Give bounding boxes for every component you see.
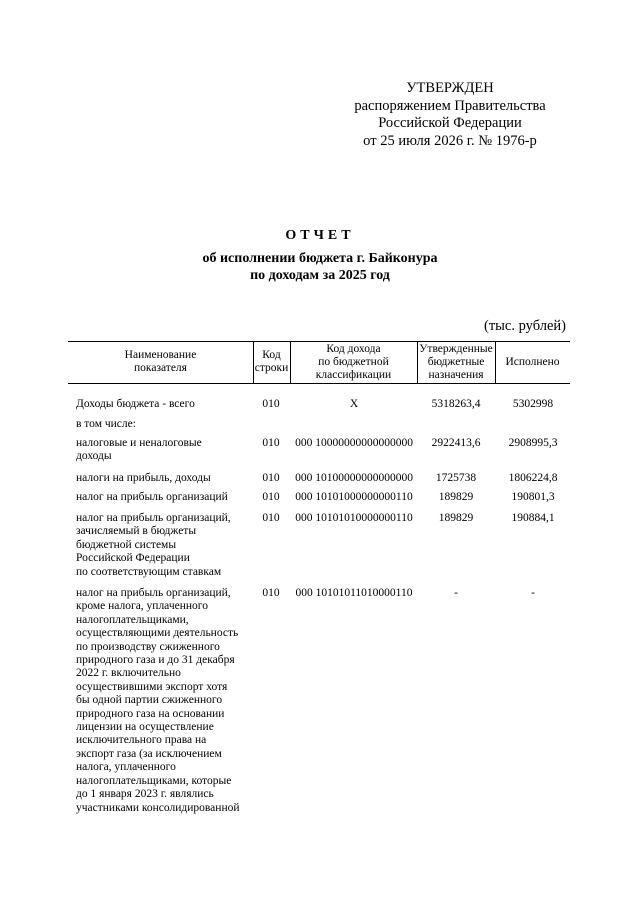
approval-line-1: распоряжением Правительства — [354, 97, 546, 114]
row-classification: 000 10101010000000110 — [295, 512, 413, 524]
row-name-line: осуществляющими деятельность — [76, 627, 239, 640]
approval-block — [345, 80, 555, 150]
row-executed: 1806224,8 — [508, 472, 558, 484]
header-classification — [290, 341, 417, 383]
row-name-line: до 1 января 2023 г. являлись — [76, 788, 214, 801]
row-executed: - — [531, 587, 535, 599]
row-executed: 2908995,3 — [508, 437, 558, 449]
header-approved-line: Утвержденные — [419, 342, 493, 355]
row-name-line: по производству сжиженного — [76, 640, 220, 653]
approval-word: УТВЕРЖДЕН — [406, 80, 494, 96]
row-name-line: налоги на прибыль, доходы — [76, 472, 211, 484]
row-executed: 190884,1 — [511, 512, 555, 524]
row-approved: - — [454, 587, 458, 599]
row-code: 010 — [262, 587, 280, 599]
header-code-line: Код — [262, 349, 281, 361]
report-title: ОТЧЕТ — [285, 228, 355, 243]
row-name — [76, 472, 251, 485]
row-code: 010 — [262, 512, 280, 524]
row-name-line: бы одной партии сжиженного — [76, 694, 223, 707]
row-name-line: налог на прибыль организаций, — [76, 512, 231, 524]
row-name-line: осуществившими экспорт хотя — [76, 680, 228, 693]
row-name-line: бюджетной системы — [76, 538, 177, 551]
row-approved: 1725738 — [435, 472, 477, 484]
row-name-line: налога, уплаченного — [76, 761, 176, 774]
header-classification-line: Код дохода — [326, 342, 381, 355]
row-name — [76, 512, 251, 579]
header-approved — [417, 341, 495, 383]
row-name-line: в том числе: — [76, 418, 136, 430]
header-executed — [495, 341, 570, 383]
row-name-line: налоговые и неналоговые — [76, 437, 202, 449]
row-name-line: налог на прибыль организаций, — [76, 587, 231, 599]
header-classification-line: классификации — [315, 368, 392, 381]
row-name — [76, 587, 251, 815]
header-approved-line: бюджетные — [427, 355, 485, 368]
header-name-line: показателя — [134, 362, 187, 374]
report-subtitle-line-1: об исполнении бюджета г. Байконура — [202, 251, 438, 266]
row-code: 010 — [262, 491, 280, 503]
row-name-line: кроме налога, уплаченного — [76, 600, 208, 613]
header-name — [68, 341, 253, 383]
row-classification: Х — [349, 398, 359, 410]
header-code — [253, 341, 290, 383]
header-classification-line: по бюджетной — [318, 355, 389, 368]
row-executed: 190801,3 — [511, 491, 555, 503]
header-approved-line: назначения — [428, 368, 484, 381]
row-name — [76, 398, 251, 411]
row-approved: 2922413,6 — [431, 437, 481, 449]
table-header-bottom-border — [68, 383, 570, 384]
row-name-line: природного газа и до 31 декабря — [76, 654, 235, 667]
row-name-line: налогоплательщиками, — [76, 613, 189, 626]
row-executed: 5302998 — [512, 398, 554, 410]
row-approved: 5318263,4 — [431, 398, 481, 410]
row-name-line: Доходы бюджета - всего — [76, 398, 195, 410]
row-classification: 000 10101011010000110 — [295, 587, 413, 599]
row-name-line: участниками консолидированной — [76, 801, 240, 814]
row-name-line: природного газа на основании — [76, 707, 225, 720]
row-approved: 189829 — [438, 491, 474, 503]
approval-line-2: Российской Федерации — [378, 115, 522, 131]
row-name — [76, 491, 251, 504]
report-subtitle — [0, 250, 640, 284]
row-name-line: доходы — [76, 450, 112, 463]
row-classification: 000 10000000000000000 — [295, 437, 413, 449]
row-code: 010 — [262, 437, 280, 449]
row-name-line: Российской Федерации — [76, 552, 190, 565]
row-approved: 189829 — [438, 512, 474, 524]
row-name — [76, 437, 251, 464]
row-classification: 000 10100000000000000 — [295, 472, 413, 484]
approval-line-3: от 25 июля 2026 г. № 1976-р — [363, 132, 537, 149]
header-name-line: Наименование — [124, 349, 197, 361]
units-label: (тыс. рублей) — [484, 318, 566, 334]
row-name-line: лицензии на осуществление — [76, 721, 214, 734]
header-executed-line: Исполнено — [505, 355, 560, 368]
header-code-line: строки — [254, 362, 289, 374]
row-name-line: по соответствующим ставкам — [76, 565, 222, 578]
row-name-line: 2022 г. включительно — [76, 667, 181, 680]
row-name-line: зачисляемый в бюджеты — [76, 525, 197, 538]
row-name-line: исключительного права на — [76, 734, 207, 747]
report-subtitle-line-2: по доходам за 2025 год — [250, 268, 390, 283]
row-classification: 000 10101000000000110 — [295, 491, 413, 503]
row-code: 010 — [262, 398, 280, 410]
row-name-line: налог на прибыль организаций — [76, 491, 228, 503]
row-name — [76, 418, 251, 431]
row-code: 010 — [262, 472, 280, 484]
row-name-line: экспорт газа (за исключением — [76, 747, 222, 760]
row-name-line: налогоплательщиками, которые — [76, 774, 232, 787]
